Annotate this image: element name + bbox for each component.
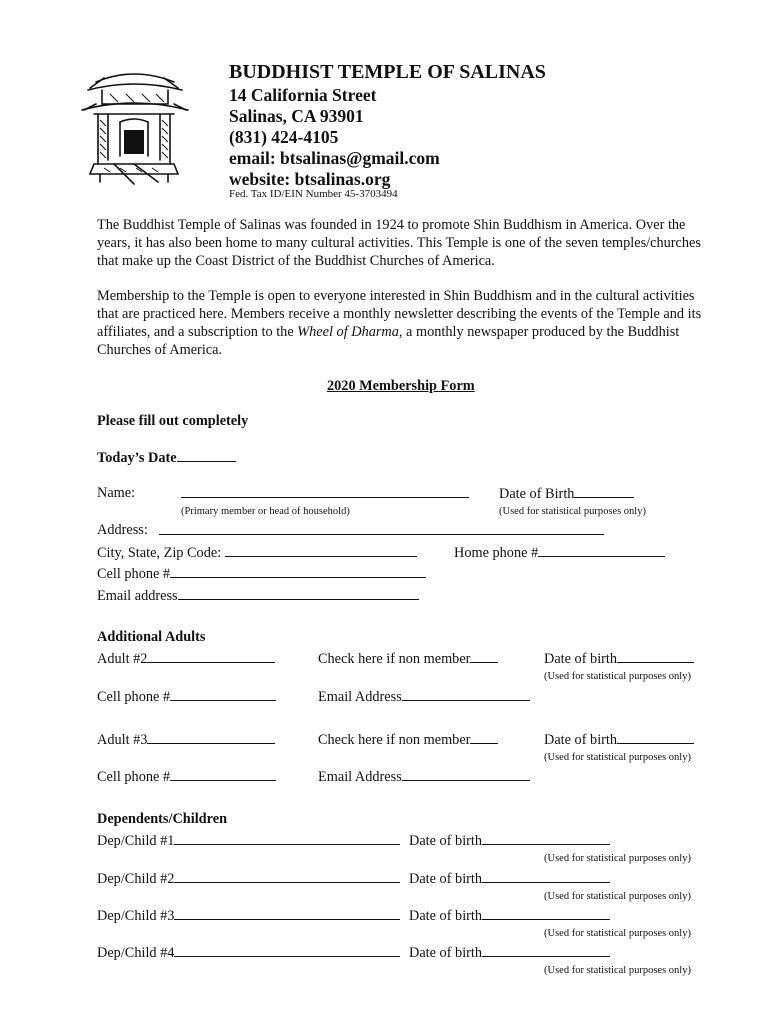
adult-3-dob-field[interactable]: Date of birth <box>544 731 694 749</box>
stat-note: (Used for statistical purposes only) <box>499 506 646 517</box>
additional-adults-heading: Additional Adults <box>97 629 206 645</box>
adult-2-email-field[interactable]: Email Address <box>318 688 530 706</box>
form-title: 2020 Membership Form <box>327 378 475 394</box>
stat-note: (Used for statistical purposes only) <box>544 671 691 682</box>
stat-note: (Used for statistical purposes only) <box>544 891 691 902</box>
adult-3-email-field[interactable]: Email Address <box>318 768 530 786</box>
dep-child-3-dob-field[interactable]: Date of birth <box>409 907 610 925</box>
city-address: Salinas, CA 93901 <box>229 106 364 126</box>
website-text: website: btsalinas.org <box>229 169 391 189</box>
name-label: Name: <box>97 485 136 501</box>
address-label: Address: <box>97 522 148 538</box>
adult-2-dob-field[interactable]: Date of birth <box>544 650 694 668</box>
dep-child-1-field[interactable]: Dep/Child #1 <box>97 832 400 850</box>
adult-2-cell-field[interactable]: Cell phone # <box>97 688 276 706</box>
stat-note: (Used for statistical purposes only) <box>544 853 691 864</box>
street-address: 14 California Street <box>229 85 377 105</box>
stat-note: (Used for statistical purposes only) <box>544 965 691 976</box>
dep-child-2-dob-field[interactable]: Date of birth <box>409 870 610 888</box>
form-instruction: Please fill out completely <box>97 413 249 429</box>
temple-name: BUDDHIST TEMPLE OF SALINAS <box>229 61 546 83</box>
dep-child-3-field[interactable]: Dep/Child #3 <box>97 907 400 925</box>
home-phone-field[interactable]: Home phone # <box>454 544 665 562</box>
dep-child-2-field[interactable]: Dep/Child #2 <box>97 870 400 888</box>
dependents-heading: Dependents/Children <box>97 811 228 827</box>
email-address-field[interactable]: Email address <box>97 587 419 605</box>
adult-2-non-member-check[interactable]: Check here if non member <box>318 650 498 668</box>
intro-paragraph-1: The Buddhist Temple of Salinas was founded in 1924 to promote Shin Buddhism in America. Over the years, it has also been home to many cultural activities. This Temple is one of the seven temples/churches that make up the Coast District of the Buddhist Churches of America. <box>97 217 701 269</box>
adult-2-field[interactable]: Adult #2 <box>97 650 275 668</box>
dep-child-4-dob-field[interactable]: Date of birth <box>409 944 610 962</box>
email-text: email: btsalinas@gmail.com <box>229 148 440 168</box>
adult-3-field[interactable]: Adult #3 <box>97 731 275 749</box>
dep-child-1-dob-field[interactable]: Date of birth <box>409 832 610 850</box>
stat-note: (Used for statistical purposes only) <box>544 928 691 939</box>
address-field[interactable] <box>159 522 604 540</box>
primary-member-note: (Primary member or head of household) <box>181 506 350 517</box>
city-state-zip-field[interactable]: City, State, Zip Code: <box>97 544 417 562</box>
temple-logo <box>74 64 194 186</box>
name-field[interactable] <box>181 485 469 503</box>
cell-phone-field[interactable]: Cell phone # <box>97 565 426 583</box>
phone-number: (831) 424-4105 <box>229 127 339 147</box>
tax-id: Fed. Tax ID/EIN Number 45-3703494 <box>229 188 398 200</box>
intro-paragraph-2: Membership to the Temple is open to everyone interested in Shin Buddhism and in the cultural activities that are practiced here. Members receive a monthly newsletter describing the events of the Temple and its affiliates, and a subscription to the Wheel of Dharma, a monthly newspaper produced by the Buddhist Churches of America. <box>97 288 702 358</box>
dep-child-4-field[interactable]: Dep/Child #4 <box>97 944 400 962</box>
primary-dob-field[interactable]: Date of Birth <box>499 485 634 503</box>
adult-3-non-member-check[interactable]: Check here if non member <box>318 731 498 749</box>
adult-3-cell-field[interactable]: Cell phone # <box>97 768 276 786</box>
todays-date-field[interactable]: Today’s Date <box>97 449 236 467</box>
stat-note: (Used for statistical purposes only) <box>544 752 691 763</box>
